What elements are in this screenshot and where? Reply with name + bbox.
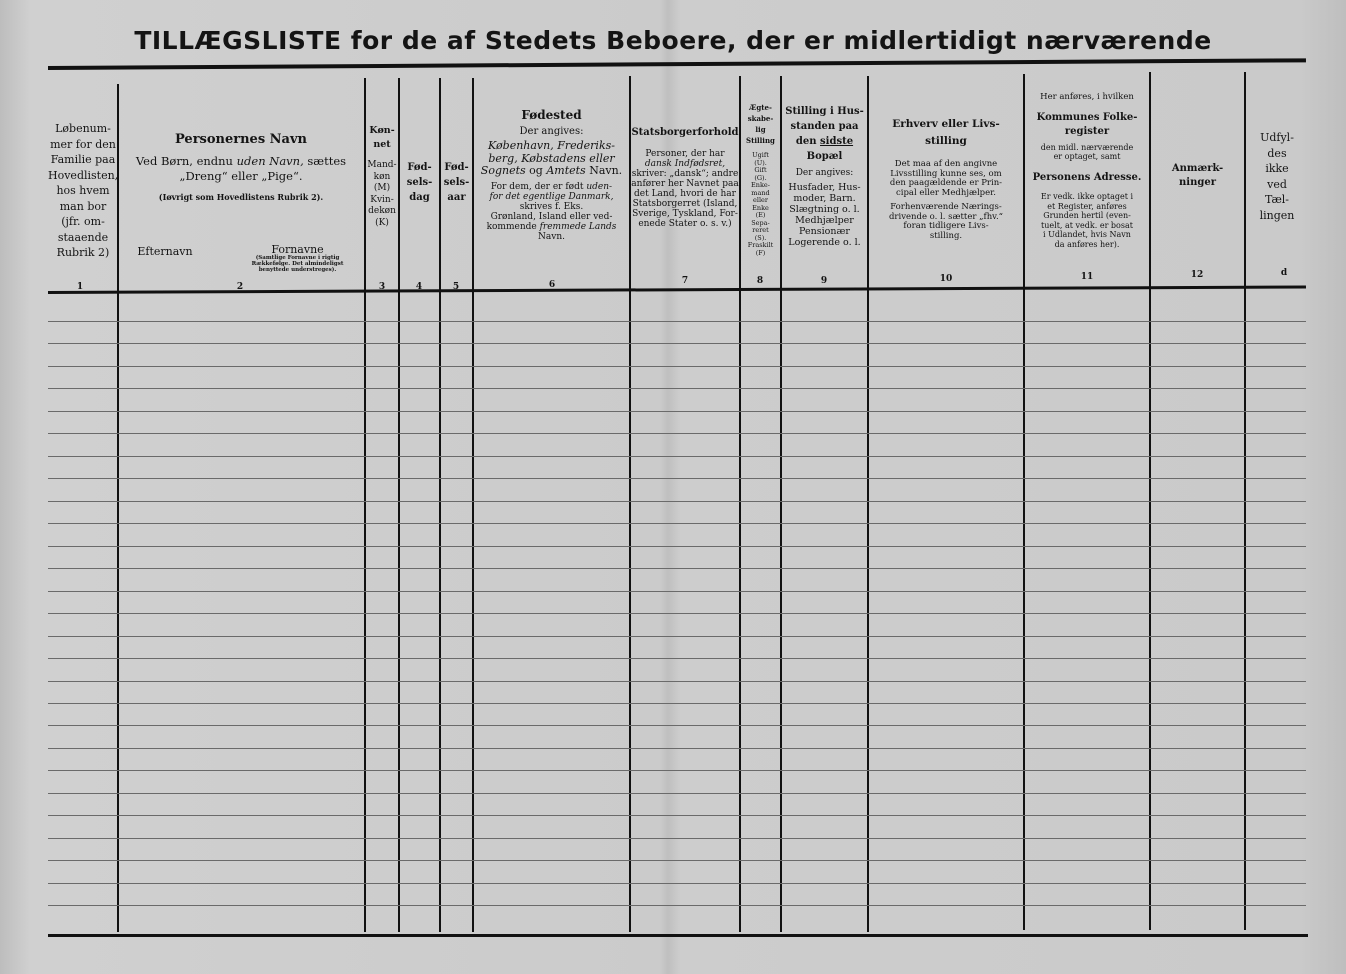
col11-header xyxy=(1025,92,1149,249)
entry-row-line xyxy=(48,793,1306,794)
col2-number: 2 xyxy=(236,282,244,292)
col2-fornavne xyxy=(240,244,355,273)
col7-text1: Personer, der har xyxy=(645,149,725,159)
entry-row-line xyxy=(48,411,1306,412)
col5-number: 5 xyxy=(452,282,460,292)
entry-row-line xyxy=(48,883,1306,884)
col9-header xyxy=(782,104,867,248)
col-divider xyxy=(439,78,441,932)
entry-row-line xyxy=(48,388,1306,389)
col6-note1-italic: uden- for det egentlige Danmark, xyxy=(489,181,614,202)
col10-text1: Det maa af den angivne Livsstilling kunne ses, om den paagældende er Prin- cipal eller Medhjælper. xyxy=(889,159,1003,198)
col11-heading2: Personens Adresse. xyxy=(1032,172,1142,183)
col6-header xyxy=(476,109,627,242)
col10-text2: Forhenværende Nærings- drivende o. l. sætter „fhv.“ foran tidligere Livs- stilling. xyxy=(888,202,1004,241)
col1-header: Løbenum- mer for den Familie paa Hovedlisten, hos hvem man bor (jfr. om- staaende Rubrik 2) xyxy=(48,122,119,259)
col9-heading-underlined: sidste xyxy=(820,136,854,147)
cold-header: Udfyl- des ikke ved Tæl- lingen xyxy=(1259,131,1295,222)
col9-number: 9 xyxy=(820,276,828,286)
col2-fornavne-note: (Samtlige Fornavne i rigtig Rækkefølge. Det almindeligst benyttede understreges). xyxy=(251,255,344,273)
entry-row-line xyxy=(48,546,1306,547)
entry-row-line xyxy=(48,860,1306,861)
col11-text1: den midl. nærværende er optaget, samt xyxy=(1040,143,1134,161)
col6-note2-italic: fremmede Lands xyxy=(539,221,617,232)
entry-row-line xyxy=(48,433,1306,434)
col5-heading: Fød- sels- aar xyxy=(443,162,470,203)
col2-line2: „Dreng“ eller „Pige“. xyxy=(179,169,303,183)
entry-row-line xyxy=(48,321,1306,322)
bottom-rule xyxy=(48,934,1308,937)
entry-row-line xyxy=(48,658,1306,659)
col9-text: Husfader, Hus- moder, Barn. Slægtning o. l. Medhjælper Pensionær Logerende o. l. xyxy=(788,182,861,248)
col6-number: 6 xyxy=(548,280,556,290)
col11-text2: Er vedk. ikke optaget i et Register, anføres Grunden hertil (even- tuelt, at vedk. er bosat i Udlandet, hvis Navn da anføres her). xyxy=(1040,192,1134,249)
col6-heading: Fødested xyxy=(521,108,582,122)
col1-number: 1 xyxy=(76,282,84,292)
col6-navn: Navn. xyxy=(589,164,623,177)
col-divider xyxy=(472,78,474,932)
col10-number: 10 xyxy=(939,274,953,284)
entry-row-line xyxy=(48,591,1306,592)
form-title: TILLÆGSLISTE for de af Stedets Beboere, der er midlertidigt nærværende xyxy=(134,26,1212,55)
col3-heading: Køn- net xyxy=(369,125,395,150)
entry-row-line xyxy=(48,343,1306,344)
entry-row-line xyxy=(48,748,1306,749)
col2-note: (Iøvrigt som Hovedlistens Rubrik 2). xyxy=(158,192,324,202)
entry-row-line xyxy=(48,703,1306,704)
entry-row-line xyxy=(48,501,1306,502)
col6-note3: Navn. xyxy=(538,231,565,242)
entry-row-line xyxy=(48,523,1306,524)
col11-number: 11 xyxy=(1080,272,1094,282)
col4-number: 4 xyxy=(415,282,423,292)
col10-header xyxy=(871,116,1021,241)
entry-row-line xyxy=(48,636,1306,637)
col11-top: Her anføres, i hvilken xyxy=(1040,92,1134,102)
col7-number: 7 xyxy=(681,276,689,286)
col2-line1-italic: uden Navn, xyxy=(236,154,304,168)
entry-row-line xyxy=(48,725,1306,726)
col11-heading: Kommunes Folke- register xyxy=(1036,112,1138,137)
col8-number: 8 xyxy=(756,276,764,286)
col6-sub: Der angives: xyxy=(519,126,584,137)
col-divider xyxy=(398,78,400,932)
col7-text-italic: dansk Indfødsret, xyxy=(644,159,726,169)
col7-header xyxy=(631,126,739,229)
col2-line1-end: sættes xyxy=(307,154,347,168)
col2-header xyxy=(122,132,360,203)
entry-row-line xyxy=(48,568,1306,569)
col6-note2: skrives f. Eks. Grønland, Island eller ved- kommende xyxy=(486,201,613,232)
col9-sub: Der angives: xyxy=(795,168,854,178)
col8-header xyxy=(741,102,780,257)
col3-text: Mand- køn (M) Kvin- dekøn (K) xyxy=(367,160,397,228)
col4-heading: Fød- sels- dag xyxy=(406,162,433,203)
col2-line1: Ved Børn, endnu xyxy=(135,154,233,168)
col9-heading-end: Bopæl xyxy=(806,151,843,162)
entry-row-line xyxy=(48,838,1306,839)
col6-og: og xyxy=(529,164,543,177)
col7-text2: skriver: „dansk“; andre anfører her Navnet paa det Land, hvori de har Statsborgerret (Island, Sverige, Tyskland, For- enede Stater o. s. v.) xyxy=(631,169,739,229)
entry-row-line xyxy=(48,770,1306,771)
col6-italic2: Amtets xyxy=(546,164,586,177)
col10-heading: Erhverv eller Livs- stilling xyxy=(892,118,1000,147)
entry-row-line xyxy=(48,613,1306,614)
col12-number: 12 xyxy=(1190,270,1204,280)
col8-heading: Ægte- skabe- lig Stilling xyxy=(746,103,775,145)
col12-heading: Anmærk- ninger xyxy=(1171,163,1224,188)
col6-italic1: København, Frederiks- berg, Købstadens eller Sognets xyxy=(480,139,615,177)
col6-note1: For dem, der er født xyxy=(490,181,584,192)
col3-number: 3 xyxy=(378,282,386,292)
col-divider xyxy=(867,76,869,932)
col2-fornavne-label: Fornavne xyxy=(271,243,324,256)
cold-number: d xyxy=(1280,268,1288,278)
entry-row-line xyxy=(48,681,1306,682)
col2-efternavn: Efternavn xyxy=(137,245,193,258)
col2-heading: Personernes Navn xyxy=(175,132,307,147)
col9-heading: Stilling i Hus- standen paa den xyxy=(785,106,864,147)
entry-row-line xyxy=(48,478,1306,479)
entry-row-line xyxy=(48,815,1306,816)
entry-row-line xyxy=(48,456,1306,457)
col8-text: Ugift (U). Gift (G). Enke- mand eller Enke (E) Sepa- reret (S). Fraskilt (F) xyxy=(747,151,774,257)
entry-row-line xyxy=(48,366,1306,367)
col7-heading: Statsborgerforhold xyxy=(631,127,739,138)
entry-row-line xyxy=(48,905,1306,906)
col3-header xyxy=(366,124,398,229)
